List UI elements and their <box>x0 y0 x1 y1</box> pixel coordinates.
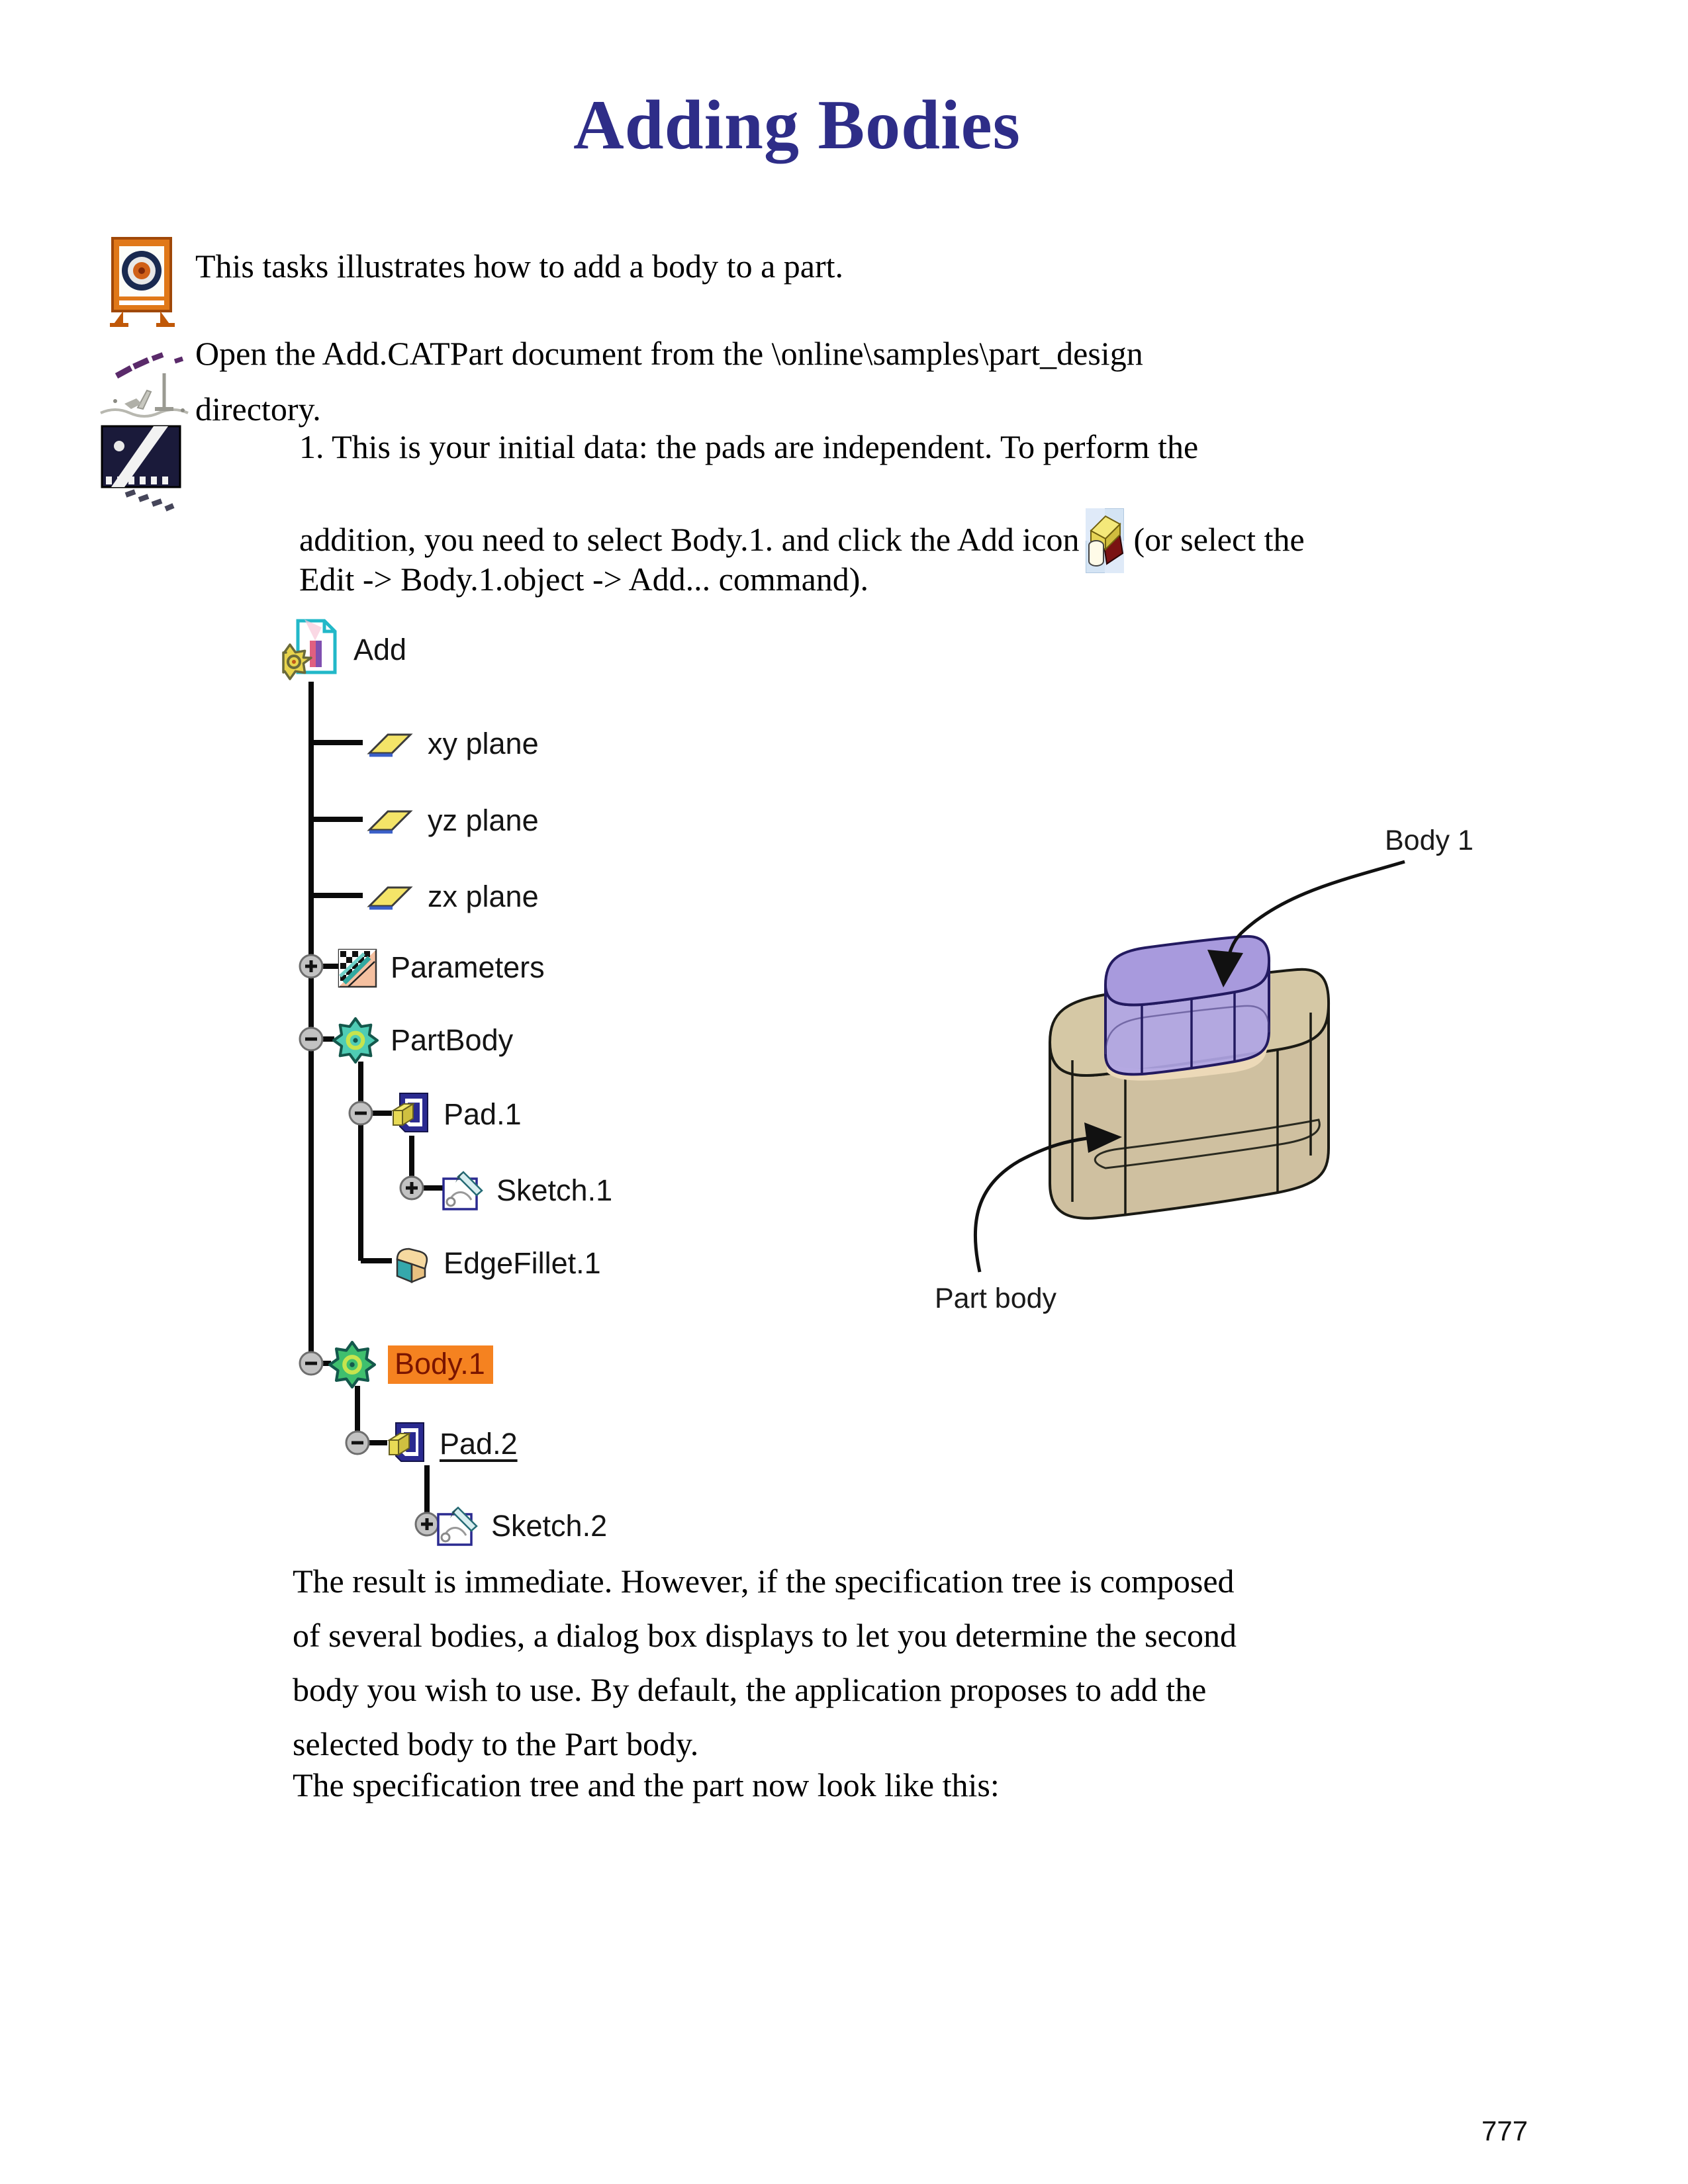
expander-minus-icon <box>300 1028 322 1050</box>
expander-minus-icon <box>346 1432 369 1454</box>
part-document-gear-icon <box>281 618 342 682</box>
tree-item-label: Pad.1 <box>444 1097 522 1131</box>
tree-item-add <box>281 625 406 675</box>
tree-item-label: zx plane <box>428 880 539 913</box>
plane-icon <box>363 878 416 915</box>
edge-fillet-icon <box>389 1242 432 1285</box>
tree-item-label-selected: Body.1 <box>388 1345 493 1384</box>
tree-item-label: EdgeFillet.1 <box>444 1246 601 1280</box>
expander-minus-icon <box>300 1352 322 1375</box>
expander-plus-icon <box>400 1177 423 1199</box>
body1-solid <box>1105 936 1269 1081</box>
partbody-figure-label: Part body <box>935 1283 1057 1314</box>
plane-icon <box>363 802 416 839</box>
tree-item-zx-plane <box>363 872 539 922</box>
sketch-icon <box>436 1505 479 1547</box>
add-boolean-icon <box>1086 508 1124 581</box>
closing-paragraph <box>293 1554 1237 1771</box>
open-text-line1: Open the Add.CATPart document from the \online\samples\part_design <box>195 335 1143 372</box>
tree-item-label: Sketch.1 <box>496 1173 613 1207</box>
tree-item-label: PartBody <box>391 1023 514 1057</box>
tree-item-label: Parameters <box>391 950 545 984</box>
tree-item-label: Add <box>353 633 407 666</box>
tree-item-label: yz plane <box>428 803 539 837</box>
pad-icon <box>385 1420 428 1468</box>
open-text-line2: directory. <box>195 390 321 428</box>
tree-item-yz-plane <box>363 796 539 846</box>
step-line2-before: addition, you need to select Body.1. and click the Add icon <box>299 521 1080 558</box>
gear-body-icon <box>328 1341 376 1388</box>
tree-item-parameters <box>336 942 545 993</box>
tree-item-edgefillet1 <box>389 1238 601 1289</box>
body1-figure-label: Body 1 <box>1385 825 1474 856</box>
closing-line: The result is immediate. However, if the specification tree is composed <box>293 1563 1235 1600</box>
open-document-text <box>195 326 1143 437</box>
closing-line: body you wish to use. By default, the application proposes to add the <box>293 1671 1207 1708</box>
tree-item-sketch1 <box>441 1165 612 1216</box>
parameters-icon <box>336 946 379 989</box>
sketch-icon <box>441 1169 485 1212</box>
tree-item-xy-plane <box>363 719 539 769</box>
step-line3: Edit -> Body.1.object -> Add... command). <box>299 561 868 598</box>
part-figure <box>914 814 1602 1337</box>
tree-item-pad2 <box>385 1419 518 1469</box>
tree-item-label: Pad.2 <box>440 1427 518 1461</box>
closing-line: selected body to the Part body. <box>293 1725 699 1762</box>
tree-item-label: xy plane <box>428 727 539 760</box>
closing-final-line: The specification tree and the part now look like this: <box>293 1766 1000 1803</box>
page-title: Adding Bodies <box>573 86 1021 163</box>
open-document-icon <box>98 347 197 424</box>
expander-plus-icon <box>416 1513 438 1535</box>
step-line2-after: (or select the <box>1133 521 1305 558</box>
tree-item-sketch2 <box>436 1501 607 1551</box>
step-line1: 1. This is your initial data: the pads are independent. To perform the <box>299 428 1199 465</box>
tree-item-label: Sketch.2 <box>491 1509 608 1543</box>
pad-icon <box>389 1091 432 1138</box>
objective-target-icon <box>101 234 183 328</box>
closing-line: of several bodies, a dialog box displays to let you determine the second <box>293 1617 1237 1654</box>
expander-plus-icon <box>300 955 322 978</box>
objective-text: This tasks illustrates how to add a body to a part. <box>195 248 844 285</box>
gear-body-icon <box>332 1017 379 1064</box>
tree-item-pad1 <box>389 1089 522 1140</box>
scenario-icon <box>101 425 184 512</box>
tree-item-body1 <box>328 1340 493 1390</box>
page-number: 777 <box>1481 2115 1528 2146</box>
plane-icon <box>363 725 416 762</box>
tree-item-partbody <box>332 1015 513 1066</box>
expander-minus-icon <box>350 1102 372 1124</box>
